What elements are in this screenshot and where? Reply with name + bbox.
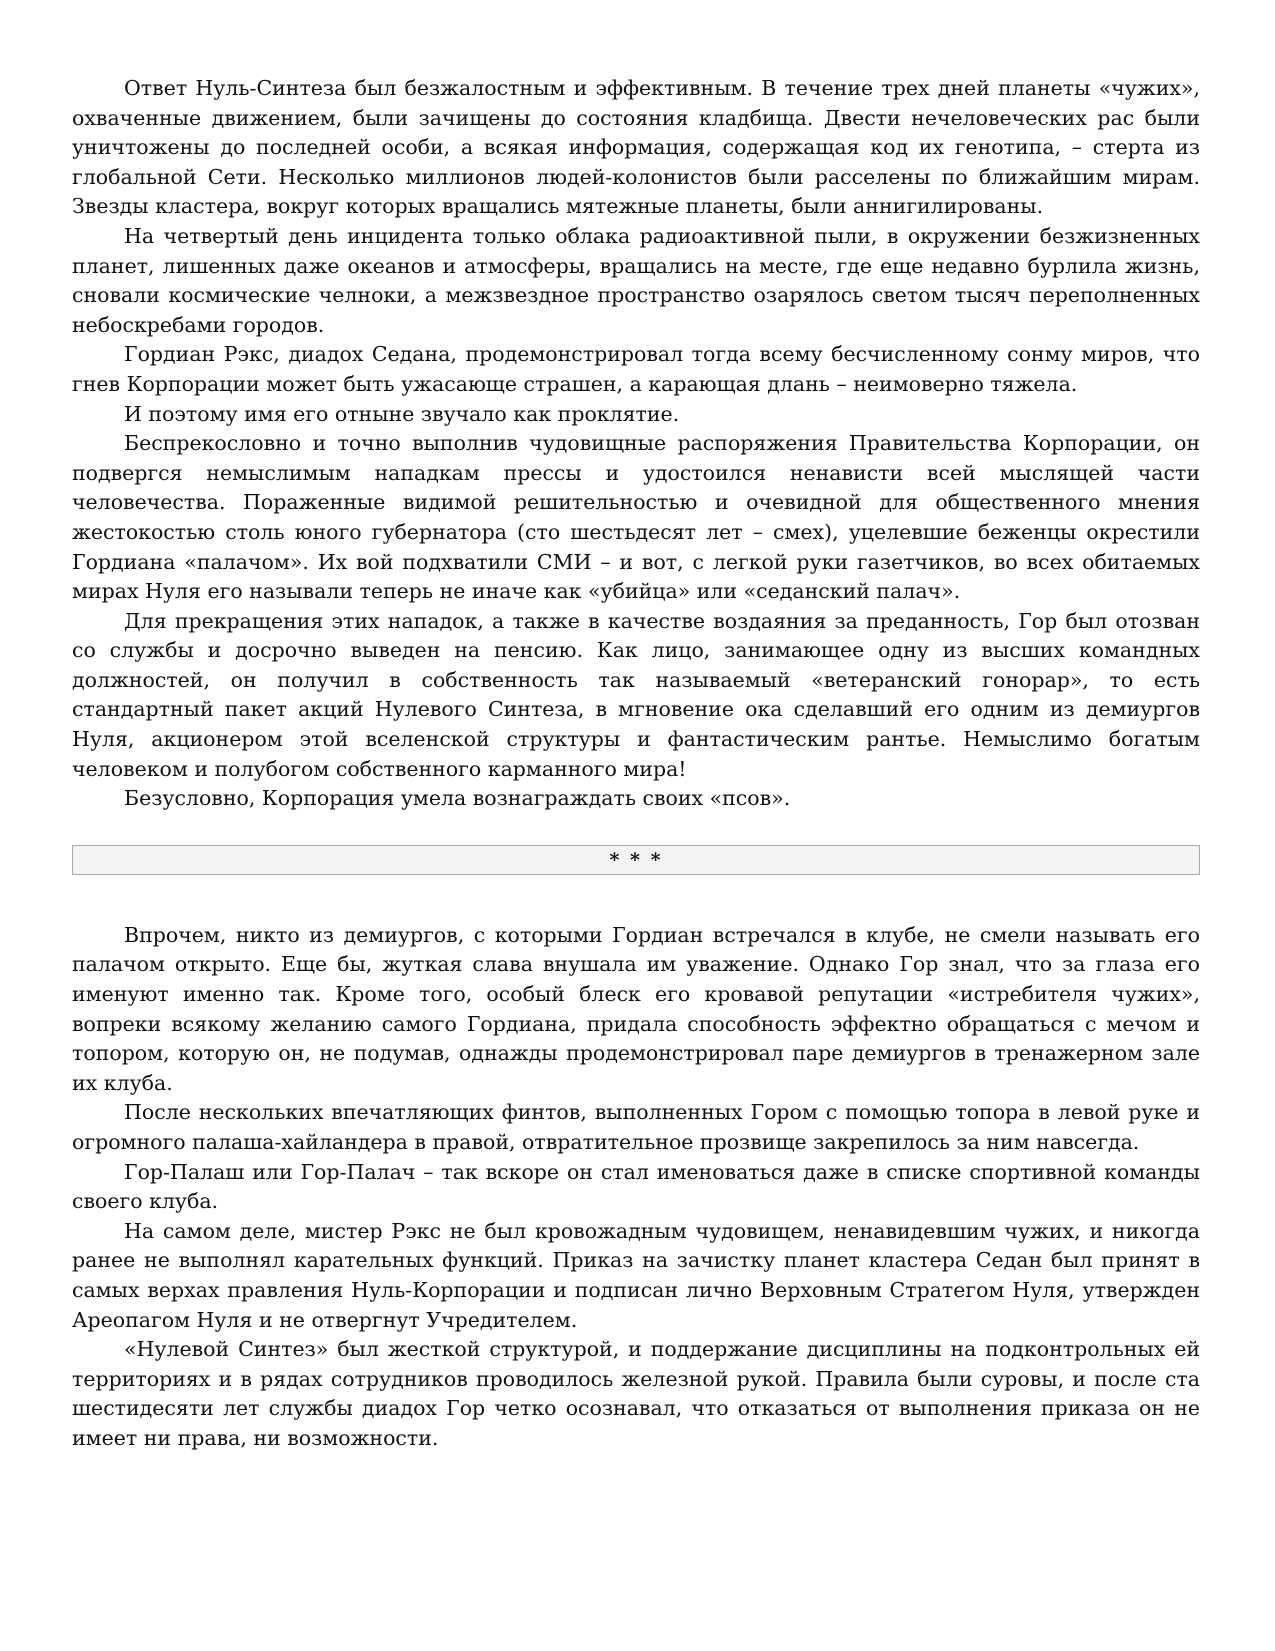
paragraph: Ответ Нуль-Синтеза был безжалостным и эффективным. В течение трех дней планеты «чужих», охваченные движением, были зачищены до состояния кладбища. Двести нечеловеческих рас были уничтожены до последней особи, а всякая информация, содержащая код их генотипа, – стерта из глобальной Сети. Несколько миллионов людей-колонистов были расселены по ближайшим мирам. Звезды кластера, вокруг которых вращались мятежные планеты, были аннигилированы. <box>72 76 1200 219</box>
section-separator: * * * <box>72 845 1200 875</box>
paragraph: Гор-Палаш или Гор-Палач – так вскоре он стал именоваться даже в списке спортивной команды своего клуба. <box>72 1159 1200 1214</box>
paragraph: Впрочем, никто из демиургов, с которыми Гордиан встречался в клубе, не смели называть его палачом открыто. Еще бы, жуткая слава внушала им уважение. Однако Гор знал, что за глаза его именуют именно так. Кроме того, особый блеск его кровавой репутации «истребителя чужих», вопреки всякому желанию самого Гордиана, придала способность эффектно обращаться с мечом и топором, которую он, не подумав, однажды продемонстрировал паре демиургов в тренажерном зале их клуба. <box>72 922 1200 1095</box>
paragraph: Безусловно, Корпорация умела вознаграждать своих «псов». <box>124 786 791 811</box>
section-before-break <box>72 74 1200 814</box>
paragraph: Гордиан Рэкс, диадох Седана, продемонстрировал тогда всему бесчисленному сонму миров, что гнев Корпорации может быть ужасающе страшен, а карающая длань – неимоверно тяжела. <box>72 342 1200 396</box>
paragraph: После нескольких впечатляющих финтов, выполненных Гором с помощью топора в левой руке и огромного палаша-хайландера в правой, отвратительное прозвище закрепилось за ним навсегда. <box>72 1100 1200 1154</box>
document-page <box>72 74 1200 1454</box>
paragraph: На самом деле, мистер Рэкс не был кровожадным чудовищем, ненавидевшим чужих, и никогда ранее не выполнял карательных функций. Приказ на зачистку планет кластера Седан был принят в самых верхах правления Нуль-Корпорации и подписан лично Верховным Стратегом Нуля, утвержден Ареопагом Нуля и не отвергнут Учредителем. <box>72 1218 1200 1332</box>
section-after-break <box>72 921 1200 1454</box>
paragraph: Для прекращения этих нападок, а также в качестве воздаяния за преданность, Гор был отозван со службы и досрочно выведен на пенсию. Как лицо, занимающее одну из высших командных должностей, он получил в собственность так называемый «ветеранский гонорар», то есть стандартный пакет акций Нулевого Синтеза, в мгновение ока сделавший его одним из демиургов Нуля, акционером этой вселенской структуры и фантастическим рантье. Немыслимо богатым человеком и полубогом собственного карманного мира! <box>72 608 1200 781</box>
paragraph: И поэтому имя его отныне звучало как проклятие. <box>124 401 680 426</box>
paragraph: Беспрекословно и точно выполнив чудовищные распоряжения Правительства Корпорации, он подвергся немыслимым нападкам прессы и удостоился ненависти всей мыслящей части человечества. Пораженные видимой решительностью и очевидной для общественного мнения жестокостью столь юного губернатора (сто шестьдесят лет – смех), уцелевшие беженцы окрестили Гордиана «палачом». Их вой подхватили СМИ – и вот, с легкой руки газетчиков, во всех обитаемых мирах Нуля его называли теперь не иначе как «убийца» или «седанский палач». <box>72 431 1200 604</box>
paragraph: На четвертый день инцидента только облака радиоактивной пыли, в окружении безжизненных планет, лишенных даже океанов и атмосферы, вращались на месте, где еще недавно бурлила жизнь, сновали космические челноки, а межзвездное пространство озарялось светом тысяч переполненных небоскребами городов. <box>72 223 1200 337</box>
paragraph: «Нулевой Синтез» был жесткой структурой, и поддержание дисциплины на подконтрольных ей территориях и в рядах сотрудников проводилось железной рукой. Правила были суровы, и после ста шестидесяти лет службы диадох Гор четко осознавал, что отказаться от выполнения приказа он не имеет ни права, ни возможности. <box>72 1337 1200 1450</box>
